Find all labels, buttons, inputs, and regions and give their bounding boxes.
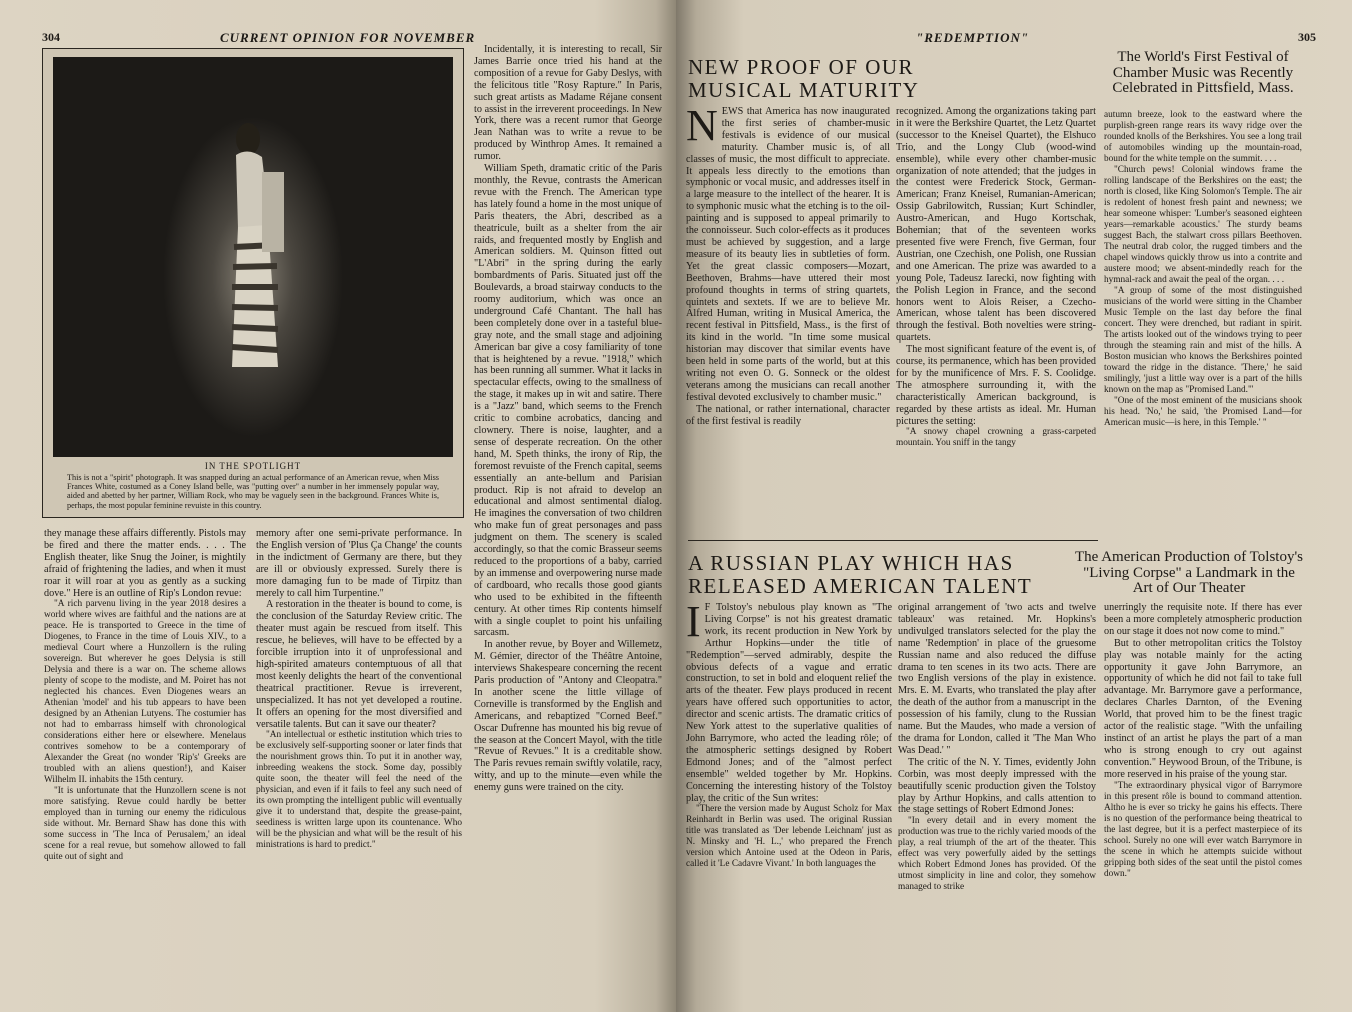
headline-line: NEW PROOF OF OUR bbox=[688, 55, 915, 79]
drop-cap: I bbox=[686, 597, 701, 646]
quote-paragraph: "In every detail and in every moment the production was true to the richly varied moods of the play, a real triumph of the art of the theater. This effect was very powerfully aided by the settings which Robert Edmond Jones has provided. Of the utmost simplicity in line and color, they somehow managed to strike bbox=[898, 816, 1096, 893]
paragraph: The most significant feature of the event is, of course, its permanence, which has been provided for by the munificence of Mrs. F. S. Coolidge. The atmosphere surrounding it, with the characteristically American background, is regarded by these artists as ideal. Mr. Human pictures the setting: bbox=[896, 344, 1096, 427]
paragraph bbox=[686, 101, 890, 404]
paragraph: A restoration in the theater is bound to come, is the conclusion of the Saturday Review critic. The theater must again be rescued from itself. This rescue, he believes, will have to be effected by a forcible irruption into it of unprofessional and high-spirited amateurs contemptuous of all that most keenly delights the heart of the conventional theatrical practitioner. Revue is irreverent, unspecialized. It has not yet developed a routine. It offers an opening for the most diversified and versatile talents. But can it save our theater? bbox=[256, 599, 462, 730]
headline-line: RELEASED AMERICAN TALENT bbox=[688, 574, 1033, 598]
paragraph: memory after one semi-private performance. In the English version of 'Plus Ça Change' the counts in the indictment of Germany are there, but they are ill or obviously expressed. Surely there is more damaging fun to be made of Tirpitz than merely to call him Turpentine." bbox=[256, 528, 462, 599]
headline-line: MUSICAL MATURITY bbox=[688, 78, 920, 102]
quote-paragraph: "There the version made by August Scholz for Max Reinhardt in Berlin was used. The original Russian title was translated as 'Der lebende Leichnam' just as N. Minsky and 'H. L.,' who prepared the French version which Antoine used at the Odeon in Paris, called it 'Le Cadavre Vivant.' In both languages the bbox=[686, 804, 892, 870]
quote-paragraph: "Church pews! Colonial windows frame the rolling landscape of the Berkshires on the east; the north is closed, like King Solomon's Temple. The air is redolent of honest fresh paint and newness; we hear someone whisper: 'Lumber's seasoned eighteen years—remarkable acoustics.' The sturdy beams suggest Bach, the stalwart cross pillars Beethoven. The neutral drab color, the rugged timbers and the chapel windows quickly throw us into a contrite and austere mood; we absent-mindedly reach for the hymnal-rack and await the peal of the organ. . . . bbox=[1104, 165, 1302, 285]
quote-paragraph: "A snowy chapel crowning a grass-carpeted mountain. You sniff in the tangy bbox=[896, 427, 1096, 449]
photo-caption: This is not a "spirit" photograph. It was snapped during an actual performance of an American revue, when Miss Frances White, costumed as a Coney Island belle, was "putting over" a number in her immensely popular way, aided and abetted by her partner, William Rock, who may be vaguely seen in the background. Frances White is, perhaps, the most popular feminine revuiste in this country. bbox=[67, 473, 439, 510]
article1-deck: The World's First Festival of Chamber Music was Recently Celebrated in Pittsfield, Mass. bbox=[1112, 49, 1294, 96]
article2-headline bbox=[688, 552, 1032, 598]
paragraph: recognized. Among the organizations taking part in it were the Berkshire Quartet, the Letz Quartet (successor to the Kneisel Quartet), the Elshuco Trio, and the Longy Club (wood-wind ensemble), while every other chamber-music organization of note attended; that the judges in the contest were Frederick Stock, German-American; Franz Kneisel, Rumanian-American; Ossip Gabrilowitch, Russian; Kurt Schindler, Austro-American, and Hugo Kortschak, Bohemian; that of the seventeen works presented five were French, five German, four Austrian, one Czechish, one Polish, one Russian and one American. The prize was awarded to a young Pole, Tadeusz Iarecki, now fighting with the Polish Legion in France, and the second honors went to Alois Reiser, a Czecho-American, whose talent has been discovered through the festival. Both novelties were string-quartets. bbox=[896, 106, 1096, 344]
paragraph-text: F Tolstoy's nebulous play known as "The Living Corpse" is not his greatest dramatic work, its recent production in New York by Arthur Hopkins—under the title of "Redemption"—served admirably, despite the obvious defects of a vague and erratic construction, to set in bold and eloquent relief the arts of the theater. Few plays produced in recent years have offered such opportunities to actor, director and scenic artists. The dramatic critics of New York attest to the superlative qualities of John Barrymore, who acted the leading rôle; of the atmospheric settings designed by Robert Edmond Jones; and of the "almost perfect ensemble" welded together by Mr. Hopkins. Concerning the interesting history of the Tolstoy play, the critic of the Sun writes: bbox=[686, 602, 892, 804]
article2-column-3 bbox=[1104, 602, 1302, 880]
page-number-right: 305 bbox=[1298, 30, 1316, 44]
paragraph: In another revue, by Boyer and Willemetz, M. Gémier, director of the Théâtre Antoine, interviews Shakespeare concerning the recent Paris production of "Antony and Cleopatra." In another scene the little village of Corneville is transformed by the English and Americans, and rebaptized "Corned Beef." Oscar Dufrenne has mounted his big revue of the season at the Concert Mayol, with the title "Revue of Revues." It is a creditable show. The Paris revues remain swiftly volatile, racy, witty, and up to the minute—even while the enemy guns were trained on the city. bbox=[474, 639, 662, 794]
quote-paragraph: "An intellectual or esthetic institution which tries to be exclusively self-supporting sooner or later finds that the nourishment grows thin. To put it in another way, inbreeding weakens the stock. Some day, possibly quite soon, the theater will feel the need of the physician, and even if it fails to feel any such need of its own prompting the intelligent public will eventually give it to understand that, despite the grease-paint, seediness is written large upon its countenance. Who will be the physician and what will be the result of his ministrations is hard to predict." bbox=[256, 730, 462, 851]
article2-column-1 bbox=[686, 597, 892, 870]
article2-deck: The American Production of Tolstoy's "Living Corpse" a Landmark in the Art of Our Theater bbox=[1074, 549, 1303, 596]
page-number-left: 304 bbox=[42, 30, 60, 44]
paragraph: they manage these affairs differently. Pistols may be fired and there the matter ends. . . . The English theater, like Snug the Joiner, is mightily afraid of frightening the ladies, and when it must roar it will roar at you as gently as a sucking dove." Here is an outline of Rip's London revue: bbox=[44, 528, 246, 599]
paragraph: The critic of the N. Y. Times, evidently John Corbin, was most deeply impressed with the beautifully scenic production given the Tolstoy play by Arthur Hopkins, and calls attention to the stage settings of Robert Edmond Jones: bbox=[898, 756, 1096, 816]
paragraph: William Speth, dramatic critic of the Paris monthly, the Revue, contrasts the American revue with the French. The American type has lately found a home in the most unique of Paris theaters, the Abri, described as a theatricule, built as a shelter from the air raids, and frequented mostly by English and American soldiers. M. Quinson fitted out "L'Abri" in the spring during the early bombardments of Paris. Situated just off the Boulevards, a broad stairway conducts to the roomy auditorium, which was once an underground Café Chantant. The hall has been completely done over in a tasteful blue-gray note, and the small stage and adjoining American bar give a cosy familiarity of tone that is heightened by a revue. "1918," which has been running all summer. What it lacks in spectacular effects, owing to the smallness of the stage, it makes up in wit and satire. There is a "Jazz" band, which seems to the French critic to combine acrobatics, dancing and clownery. There is noise, laughter, and a sense of desperate recreation. On the other hand, M. Speth thinks, the irony of Rip, the foremost revuiste of the French capital, seems essentially an ante-bellum and Parisian product. Rip is not afraid to develop an educational and almost sentimental dialog. He imagines the conversation of two children who make fun of great personages and pass judgment on them. The scenery is scaled accordingly, so that the comic Brasseur seems reduced to the proportions of a baby, carried by an immense and overpowering nurse made of cardboard, who recalls those good giants who used to be exhibited in the fifteenth century. At other times Rip contents himself with a single couplet to point his unfailing sarcasm. bbox=[474, 163, 662, 639]
paragraph-text: EWS that America has now inaugurated the first series of chamber-music festivals is evidence of our musical maturity. Chamber music is, of all classes of music, the most difficult to appreciate. It appeals less directly to the emotions than symphonic or vocal music, and addresses itself in a large measure to the intellect of the hearer. It is to symphonic music what the etching is to the oil-painting and is supposed to appeal primarily to the connoisseur. Such color-effects as it produces must be achieved by suggestion, and a large measure of its beauty lies in subtleties of form. Yet the great classic composers—Mozart, Beethoven, Brahms—have uttered their most profound thoughts in terms of string quartets, quintets and sextets. If we are to believe Mr. Alfred Human, writing in Musical America, the recent festival in Pittsfield, Mass., is the first of its kind in the world. "In time some musical historian may discover that similar events have been held in some parts of the world, but at this writing not even O. G. Sonneck or the oldest veterans among the musicians can recall another festival devoted exclusively to chamber music." bbox=[686, 106, 890, 403]
paragraph: The national, or rather international, character of the first festival is readily bbox=[686, 403, 890, 427]
drop-cap: N bbox=[686, 101, 718, 150]
quote-paragraph: "One of the most eminent of the musicians shook his head. 'No,' he said, 'the Promised Land—for American music—is here, in this Temple.' " bbox=[1104, 396, 1302, 428]
article1-column-3 bbox=[1104, 110, 1302, 429]
section-divider bbox=[688, 540, 1098, 541]
running-head-left: CURRENT OPINION FOR NOVEMBER bbox=[220, 30, 476, 45]
paragraph bbox=[686, 597, 892, 804]
running-head-right: "REDEMPTION" bbox=[916, 30, 1030, 45]
article2-column-2 bbox=[898, 602, 1096, 893]
quote-paragraph: "A rich parvenu living in the year 2018 desires a world where wives are faithful and the nations are at peace. He is transported to Greece in the time of Diogenes, to France in the time of Louis XIV., to a medieval Court where a Hunzollern is the ruling sovereign. But wherever he goes Delysia is still Delysia and there is a war on. The scheme allows plenty of scope to the modiste, and M. Poiret has not neglected his chances. Even Diogenes wears an Athenian 'model' and his tub appears to have been designed by an Athenian Lutyens. The costumier has not had to embarrass himself with chronological considerations either here or elsewhere. Menelaus contrives somehow to be a contemporary of Alexander the Great (no wonder 'Rip's' Greeks are troubled with an aliens question!), and Kaiser Wilhelm II. inhabits the 15th century. bbox=[44, 599, 246, 786]
article1-column-1 bbox=[686, 101, 890, 427]
paragraph: original arrangement of 'two acts and twelve tableaux' was retained. Mr. Hopkins's undivulged translators selected for the play the name 'Redemption' in place of the gruesome Russian name and also reduced the diffuse drama to ten scenes in its two acts. There are two English versions of the play in existence. Mrs. E. M. Evarts, who translated the play after the death of the author from a manuscript in the possession of his family, clung to the Russian name. But the Maudes, who made a version of the drama for London, called it 'The Man Who Was Dead.' " bbox=[898, 602, 1096, 756]
photo-caption-title: IN THE SPOTLIGHT bbox=[204, 461, 302, 471]
left-column-2 bbox=[256, 528, 462, 851]
spotlight-photo bbox=[42, 48, 464, 518]
performer-figure-icon bbox=[218, 117, 288, 377]
quote-paragraph: autumn breeze, look to the eastward where the purplish-green range rears its wavy ridge over the rounded knolls of the Berkshires. You see a long trail of automobiles winding up the mountain-road, bound for the white temple on the summit. . . . bbox=[1104, 110, 1302, 164]
left-column-1 bbox=[44, 528, 246, 863]
paragraph: Incidentally, it is interesting to recall, Sir James Barrie once tried his hand at the composition of a revue for Gaby Deslys, with the felicitous title "Rosy Rapture." In Paris, such great artists as Madame Réjane consent to assist in the irreverent proceedings. In New York, there was a recent rumor that George Jean Nathan was to write a revue to be produced by Winthrop Ames. It remained a rumor. bbox=[474, 44, 662, 163]
article1-headline bbox=[688, 56, 919, 102]
article1-column-2 bbox=[896, 106, 1096, 449]
photo-image bbox=[53, 57, 453, 457]
paragraph: unerringly the requisite note. If there has ever been a more completely atmospheric production on our stage it does not now come to mind." bbox=[1104, 602, 1302, 637]
quote-paragraph: "It is unfortunate that the Hunzollern scene is not more satisfying. Revue could hardly be better employed than in turning our enemy the ridiculous side without. Mr. Bernard Shaw has done this with some success in 'The Inca of Perusalem,' an ideal scene for a real revue, but somehow allowed to fall quite out of sight and bbox=[44, 786, 246, 863]
headline-line: A RUSSIAN PLAY WHICH HAS bbox=[688, 551, 1014, 575]
quote-paragraph: "A group of some of the most distinguished musicians of the world were sitting in the Chamber Music Temple on the last day before the final concert. They were drenched, but radiant in spirit. The artists looked out of the windows trying to peer through the steaming rain and mist of the hills. A Boston musician who knows the Berkshires pointed toward the ridge in the distance. 'There,' he said smilingly, 'just a little way over is a part of the hills known on the map as "Promised Land."' bbox=[1104, 286, 1302, 395]
right-page bbox=[676, 0, 1352, 1012]
paragraph: But to other metropolitan critics the Tolstoy play was notable mainly for the acting opportunity it gave John Barrymore, an opportunity of which he did not fail to take full advantage. Mr. Barrymore gave a performance, declares Charles Darnton, of the Evening World, that proved him to be the finest tragic actor of the realistic stage. "With the unfailing instinct of an artist he plays the part of a man who is strong enough to cry out against convention." Heywood Broun, of the Tribune, is more reserved in his praise of the young star. bbox=[1104, 637, 1302, 780]
quote-paragraph: "The extraordinary physical vigor of Barrymore in this present rôle is bound to command attention. Altho he is ever so tricky he gains his effects. There is no question of the performance being theatrical to the last degree, but it is a perfect masterpiece of its school. Surely no one will ever watch Barrymore in the scene in which he attempts suicide without gripping both sides of the seat until the pistol comes down." bbox=[1104, 780, 1302, 879]
left-column-3 bbox=[474, 44, 662, 794]
